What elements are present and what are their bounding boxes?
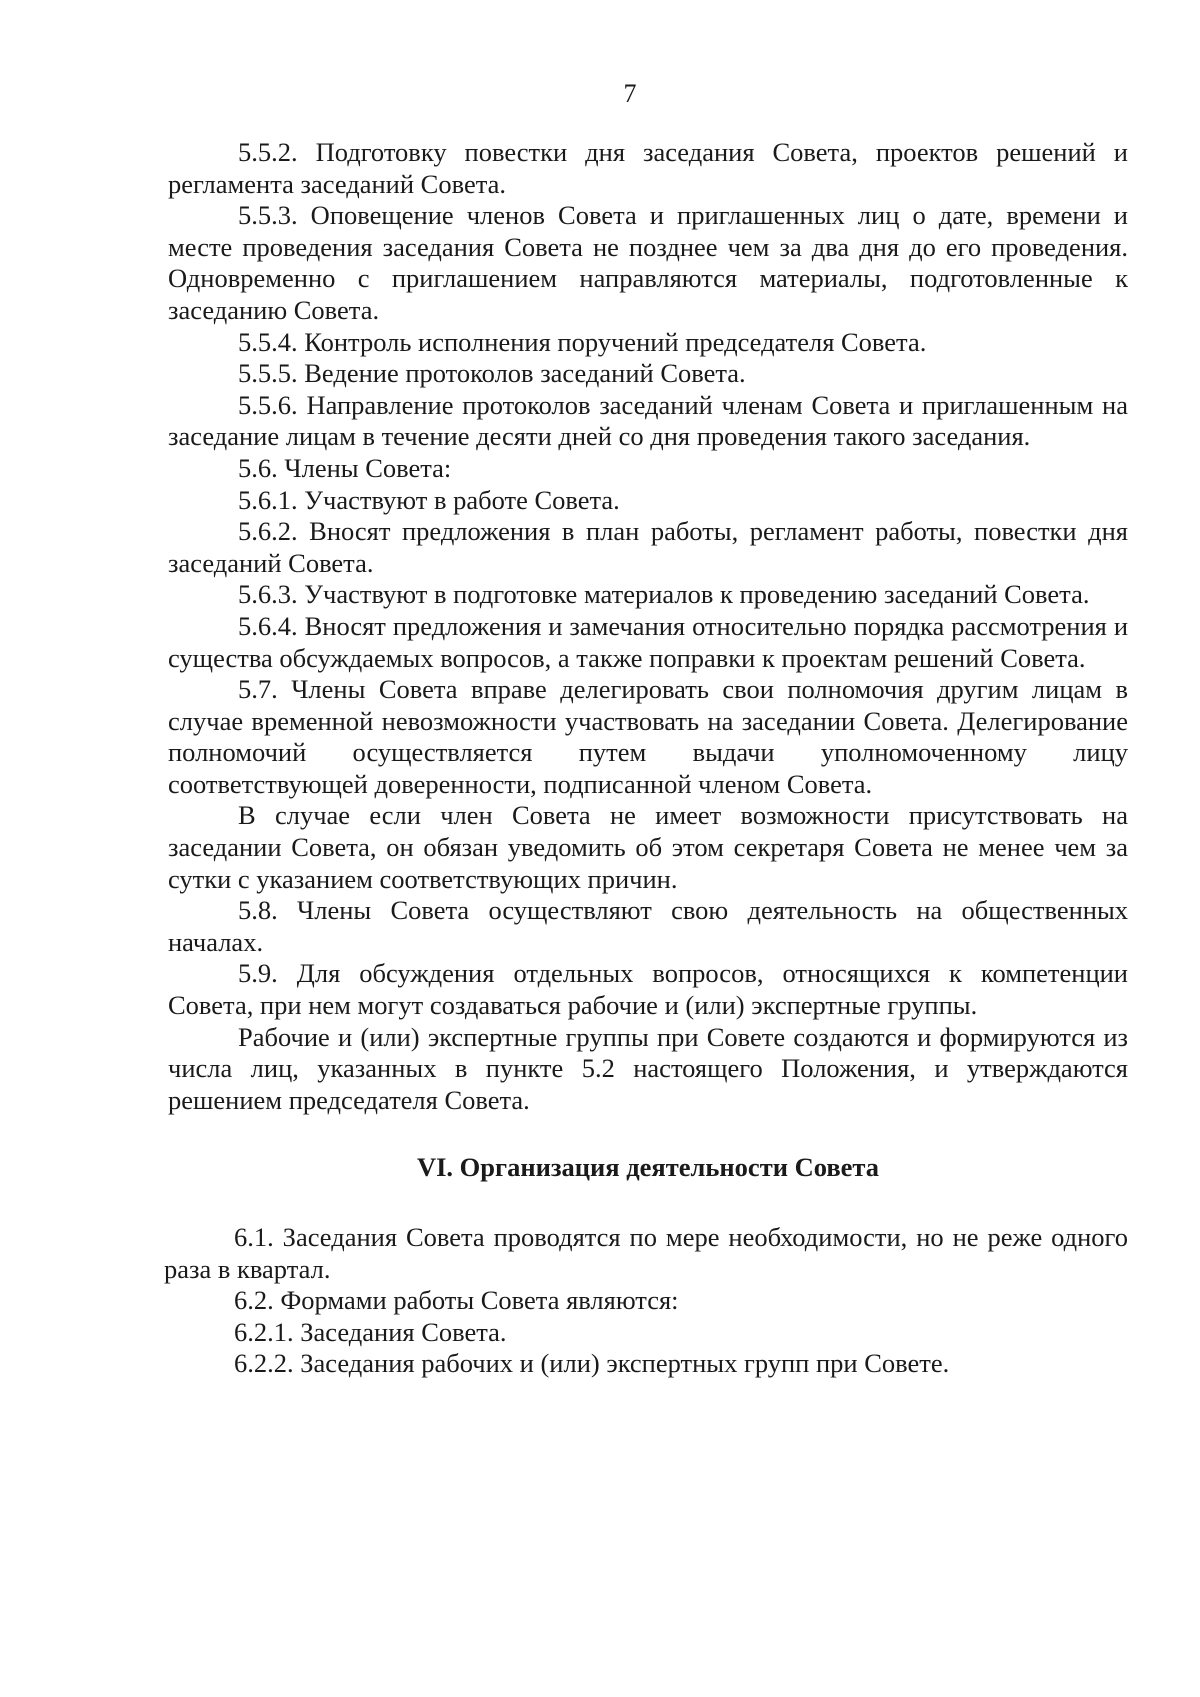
- section-heading: VI. Организация деятельности Совета: [416, 1152, 880, 1183]
- paragraph-6-1: 6.1. Заседания Совета проводятся по мере необходимости, но не реже одного раза в квартал.: [164, 1222, 1128, 1284]
- paragraph-6-2: 6.2. Формами работы Совета являются:: [234, 1285, 679, 1316]
- paragraph-5-5-3: 5.5.3. Оповещение членов Совета и приглашенных лиц о дате, времени и месте проведения заседания Совета не позднее чем за два дня до его проведения. Одновременно с приглашением направляются материалы, подготовленные к заседанию Совета.: [168, 200, 1128, 325]
- paragraph-5-9-continued: Рабочие и (или) экспертные группы при Совете создаются и формируются из числа лиц, указанных в пункте 5.2 настоящего Положения, и утверждаются решением председателя Совета.: [168, 1021, 1128, 1115]
- paragraph-5-8: 5.8. Члены Совета осуществляют свою деятельность на общественных началах.: [168, 895, 1128, 957]
- paragraph-5-6-2: 5.6.2. Вносят предложения в план работы, регламент работы, повестки дня заседаний Совета.: [168, 516, 1128, 578]
- paragraph-6-2-1: 6.2.1. Заседания Совета.: [234, 1316, 507, 1347]
- paragraph-5-5-6: 5.5.6. Направление протоколов заседаний членам Совета и приглашенным на заседание лицам в течение десяти дней со дня проведения такого заседания.: [168, 389, 1128, 452]
- paragraph-5-6: 5.6. Члены Совета:: [238, 452, 452, 483]
- paragraph-5-9: 5.9. Для обсуждения отдельных вопросов, относящихся к компетенции Совета, при нем могут создаваться рабочие и (или) экспертные группы.: [168, 958, 1128, 1021]
- paragraph-5-5-5: 5.5.5. Ведение протоколов заседаний Совета.: [238, 358, 746, 389]
- paragraph-5-7: 5.7. Члены Совета вправе делегировать свои полномочия другим лицам в случае временной невозможности участвовать на заседании Совета. Делегирование полномочий осуществляется путем выдачи уполномоченному лицу соответствующей доверенности, подписанной членом Совета.: [168, 674, 1128, 799]
- paragraph-6-2-2: 6.2.2. Заседания рабочих и (или) экспертных групп при Совете.: [234, 1348, 950, 1379]
- section-6: [164, 1222, 1128, 1380]
- page-number: 7: [623, 79, 637, 108]
- paragraph-5-7-continued: В случае если член Совета не имеет возможности присутствовать на заседании Совета, он обязан уведомить об этом секретаря Совета не менее чем за сутки с указанием соответствующих причин.: [168, 800, 1128, 894]
- paragraph-5-5-4: 5.5.4. Контроль исполнения поручений председателя Совета.: [238, 326, 927, 357]
- paragraph-5-6-3: 5.6.3. Участвуют в подготовке материалов к проведению заседаний Совета.: [238, 579, 1090, 610]
- paragraph-5-6-4: 5.6.4. Вносят предложения и замечания относительно порядка рассмотрения и существа обсуждаемых вопросов, а также поправки к проектам решений Совета.: [168, 610, 1128, 673]
- paragraph-5-6-1: 5.6.1. Участвуют в работе Совета.: [238, 484, 620, 515]
- paragraph-5-5-2: 5.5.2. Подготовку повестки дня заседания Совета, проектов решений и регламента заседаний Совета.: [168, 137, 1128, 199]
- document-body: [164, 137, 1128, 1380]
